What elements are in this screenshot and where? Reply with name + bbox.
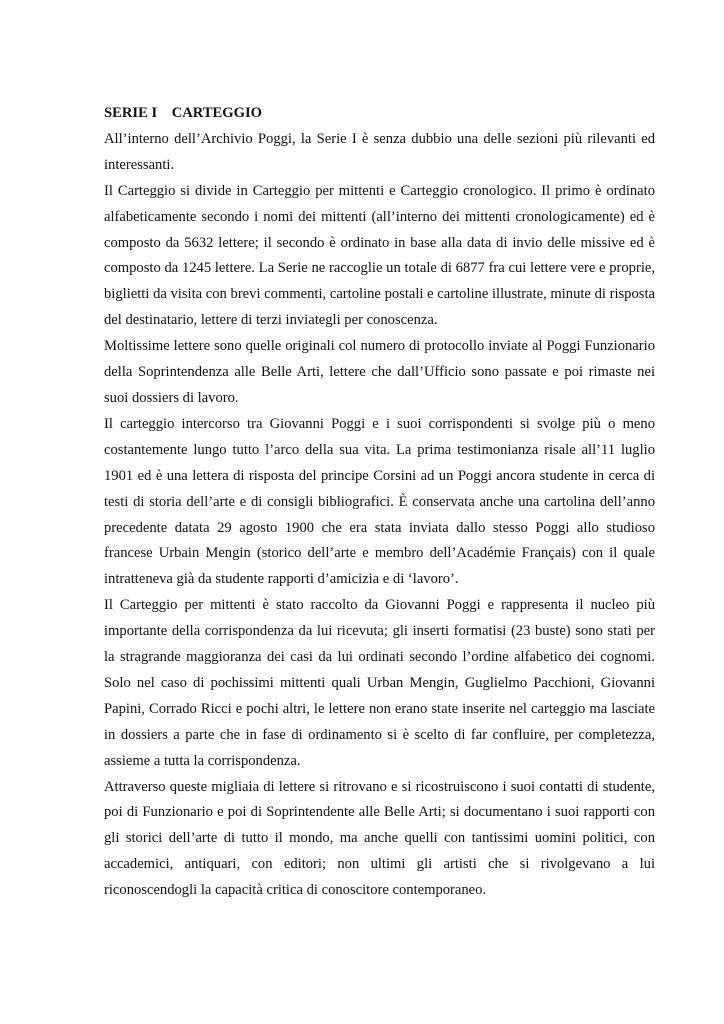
paragraph-senders: Il Carteggio per mittenti è stato raccolto da Giovanni Poggi e rappresenta il nucleo più importante della corrispondenza da lui ricevuta; gli inserti formatisi (23 buste) sono stati per la stragrande maggioranza dei casi da lui ordinati secondo l’ordine alfabetico dei cognomi. Solo nel caso di pochissimi mittenti quali Urban Mengin, Guglielmo Pacchioni, Giovanni Papini, Corrado Ricci e pochi altri, le lettere non erano state inserite nel carteggio ma lasciate in dossiers a parte che in fase di ordinamento si è scelto di far confluire, per completezza, assieme a tutta la corrispondenza. <box>104 597 655 769</box>
document-body <box>104 101 655 904</box>
section-heading: SERIE I CARTEGGIO <box>104 105 263 121</box>
paragraph-protocol-letters: Moltissime lettere sono quelle originali col numero di protocollo inviate al Poggi Funzionario della Soprintendenza alle Belle Arti, lettere che dall’Ufficio sono passate e poi rimaste nei suoi dossiers di lavoro. <box>104 338 655 406</box>
paragraph-division: Il Carteggio si divide in Carteggio per mittenti e Carteggio cronologico. Il primo è ordinato alfabeticamente secondo i nomi dei mittenti (all’interno dei mittenti cronologicamente) ed è composto da 5632 lettere; il secondo è ordinato in base alla data di invio delle missive ed è composto da 1245 lettere. La Serie ne raccoglie un totale di 6877 fra cui lettere vere e proprie, biglietti da visita con brevi commenti, cartoline postali e cartoline illustrate, minute di risposta del destinatario, lettere di terzi inviategli per conoscenza. <box>104 182 655 329</box>
paragraph-chronology: Il carteggio intercorso tra Giovanni Poggi e i suoi corrispondenti si svolge più o meno costantemente lungo tutto l’arco della sua vita. La prima testimonianza risale all’11 luglio 1901 ed è una lettera di risposta del principe Corsini ad un Poggi ancora studente in cerca di testi di storia dell’arte e di consigli bibliografici. È conservata anche una cartolina dell’anno precedente datata 29 agosto 1900 che era stata inviata dallo stesso Poggi allo studioso francese Urbain Mengin (storico dell’arte e membro dell’Académie Français) con il quale intratteneva già da studente rapporti d’amicizia e di ‘lavoro’. <box>104 415 655 588</box>
paragraph-contacts: Attraverso queste migliaia di lettere si ritrovano e si ricostruiscono i suoi contatti di studente, poi di Funzionario e poi di Soprintendente alle Belle Arti; si documentano i suoi rapporti con gli storici dell’arte di tutto il mondo, ma anche quelli con tantissimi uomini politici, con accademici, antiquari, con editori; non ultimi gli artisti che si rivolgevano a lui riconoscendogli la capacità critica di conoscitore contemporaneo. <box>104 778 655 899</box>
paragraph-intro: All’interno dell’Archivio Poggi, la Serie I è senza dubbio una delle sezioni più rilevanti ed interessanti. <box>104 130 655 173</box>
